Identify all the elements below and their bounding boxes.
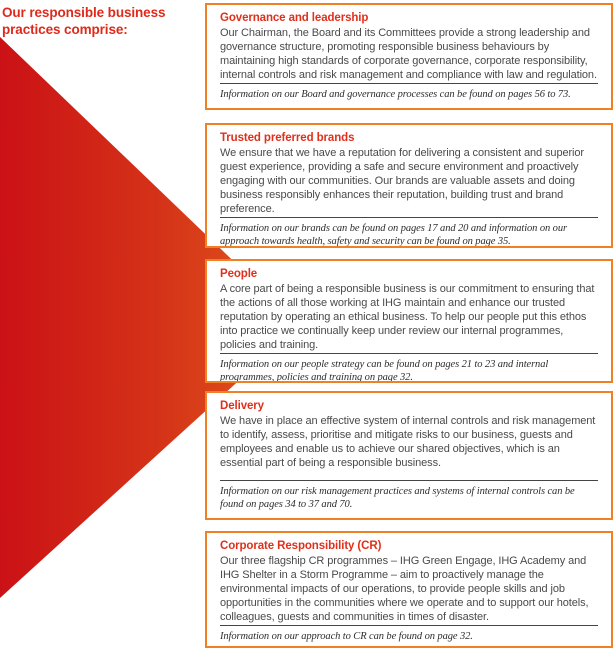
card-governance-and-leadership (205, 3, 613, 110)
card-title: Delivery (220, 400, 264, 412)
card-note: Information on our people strategy can be found on pages 21 to 23 and internal programmes, policies and training on page 32. (220, 358, 549, 383)
card-note: Information on our risk management practices and systems of internal controls can be found on pages 34 to 37 and 70. (220, 486, 575, 510)
card-body: We have in place an effective system of internal controls and risk management to identify, assess, prioritise and mitigate risks to our business, guests and employees and enable us to achieve our shared objectives, which is an essential part of being a responsible business. (220, 415, 596, 469)
card-title: People (220, 268, 258, 280)
page-title: Our responsible business practices comprise: (2, 5, 166, 37)
card-note: Information on our Board and governance processes can be found on pages 56 to 73. (220, 89, 571, 100)
card-trusted-preferred-brands (205, 123, 613, 248)
card-footer (220, 625, 598, 643)
card-title: Corporate Responsibility (CR) (220, 540, 382, 552)
card-divider (220, 83, 598, 84)
card-footer (220, 217, 598, 248)
card-divider (220, 353, 598, 354)
card-body: Our Chairman, the Board and its Committees provide a strong leadership and governance structure, promoting responsible business behaviours by maintaining high standards of corporate governance, corporate responsibility, internal controls and risk management and compliance with law and regulation. (220, 27, 597, 81)
card-body: Our three flagship CR programmes – IHG Green Engage, IHG Academy and IHG Shelter in a Storm Programme – aim to proactively manage the environmental impacts of our operations, to provide people skills and job opportunities in the communities where we operate and to support our hotels, colleagues, guests and communities in times of disaster. (220, 555, 589, 623)
card-body: We ensure that we have a reputation for delivering a consistent and superior guest experience, providing a safe and secure environment and proactively engaging with our communities. Our brands are valuable assets and doing business responsibly enhances their reputation, building trust and brand preference. (220, 147, 584, 215)
card-body: A core part of being a responsible business is our commitment to ensuring that the actions of all those working at IHG maintain and enhance our trusted reputation by operating an ethical business. To help our people put this ethos into practice we continually keep under review our internal programmes, policies and training. (220, 283, 595, 351)
card-title: Trusted preferred brands (220, 132, 355, 144)
card-note: Information on our brands can be found on pages 17 and 20 and information on our approach towards health, safety and security can be found on page 35. (220, 222, 567, 247)
card-people (205, 259, 613, 383)
card-footer (220, 480, 598, 511)
card-divider (220, 625, 598, 626)
card-delivery (205, 391, 613, 520)
card-title: Governance and leadership (220, 12, 369, 24)
card-footer (220, 353, 598, 383)
card-note: Information on our approach to CR can be found on page 32. (220, 630, 473, 642)
card-divider (220, 480, 598, 481)
card-corporate-responsibility (205, 531, 613, 648)
card-divider (220, 217, 598, 218)
card-footer (220, 83, 598, 101)
